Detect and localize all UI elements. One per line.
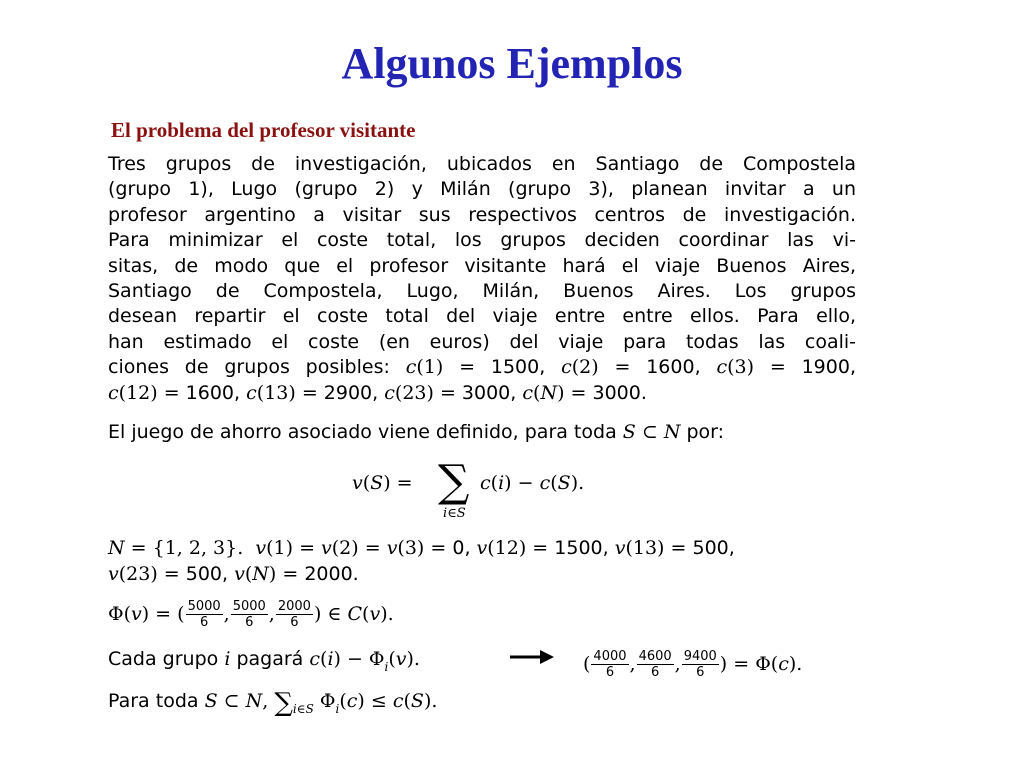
paragraph-line: han estimado el coste (en euros) del viaje para todas las coali- — [108, 330, 856, 353]
value-v12: 1500 — [554, 537, 603, 559]
pagara-text: pagará — [236, 648, 304, 670]
paragraph-line: desean repartir el coste total del viaje entre entre ellos. Para ello, — [108, 305, 856, 328]
costs-intro: ciones de grupos posibles: — [108, 356, 390, 379]
fraction: $\frac{4000}{6}$ — [593, 649, 627, 680]
fraction: $\frac{5000}{6}$ — [232, 599, 266, 630]
value-v13: 500 — [692, 537, 729, 559]
fraction: $\frac{9400}{6}$ — [683, 649, 717, 680]
core-condition-line: Para toda S ⊂ N, $\sum_{i\in S}$ $\Phi_i(c) \le c(S)$. — [108, 688, 438, 718]
game-intro-line: El juego de ahorro asociado viene definido, para toda S ⊂ N por: — [108, 421, 725, 443]
problem-paragraph — [108, 152, 856, 406]
game-intro-text: El juego de ahorro asociado viene definido, para toda — [108, 421, 617, 443]
game-intro-end: por: — [686, 421, 725, 443]
fraction: $\frac{2000}{6}$ — [277, 599, 311, 630]
game-values-line-2: v(23) = 500, v(N) = 2000. — [108, 563, 359, 585]
cost-c13: 2900 — [323, 381, 373, 404]
phi-c-formula: ( $\frac{4000}{6}$ , $\frac{4600}{6}$ , $\frac{9400}{6}$ ) = Φ(c). — [583, 649, 803, 680]
paragraph-line: Para minimizar el coste total, los grupos deciden coordinar las vi- — [108, 229, 856, 252]
paragraph-line: profesor argentino a visitar sus respectivos centros de investigación. — [108, 203, 856, 226]
section-heading: El problema del profesor visitante — [111, 118, 416, 142]
costs-line-2: c(12) = 1600, c(13) = 2900, c(23) = 3000, c(N) = 3000. — [108, 381, 647, 404]
cost-c23: 3000 — [461, 381, 511, 404]
para-toda-text: Para toda — [108, 690, 199, 712]
costs-line-1: ciones de grupos posibles: c(1) = 1500, c(2) = 1600, c(3) = 1900, — [108, 356, 856, 379]
player-set: {1, 2, 3} — [152, 537, 238, 559]
game-values-line-1: N = {1, 2, 3}. v(1) = v(2) = v(3) = 0, v(12) = 1500, v(13) = 500, — [108, 537, 735, 559]
cada-grupo-text: Cada grupo — [108, 648, 219, 670]
cost-cN: 3000 — [592, 381, 641, 404]
cost-c12: 1600 — [185, 381, 235, 404]
fraction: $\frac{5000}{6}$ — [187, 599, 221, 630]
value-singletons: 0 — [452, 537, 465, 559]
value-v23: 500 — [185, 563, 223, 585]
paragraph-line: (grupo 1), Lugo (grupo 2) y Milán (grupo 3), planean invitar a un — [108, 178, 856, 201]
phi-v-formula: Φ(v) = ( $\frac{5000}{6}$ , $\frac{5000}{6}$ , $\frac{2000}{6}$ ) ∈ C(v). — [108, 599, 394, 630]
paragraph-line: Santiago de Compostela, Lugo, Milán, Buenos Aires. Los grupos — [108, 280, 856, 303]
cost-c3: 1900 — [801, 356, 850, 379]
cost-c1: 1500 — [490, 356, 540, 379]
cost-c2: 1600 — [646, 356, 695, 379]
value-vN: 2000 — [304, 563, 353, 585]
right-arrow-icon — [510, 649, 554, 665]
slide-title: Algunos Ejemplos — [341, 39, 683, 88]
paragraph-line: sitas, de modo que el profesor visitante hará el viaje Buenos Aires, — [108, 254, 856, 277]
paragraph-line: Tres grupos de investigación, ubicados en Santiago de Compostela — [108, 153, 856, 175]
payment-rule-line: Cada grupo i pagará $c(i) - \Phi_i(v)$. — [108, 648, 420, 674]
fraction: $\frac{4600}{6}$ — [638, 649, 672, 680]
summation-icon: ∑ — [438, 456, 470, 507]
summation-icon: ∑ — [274, 688, 293, 718]
